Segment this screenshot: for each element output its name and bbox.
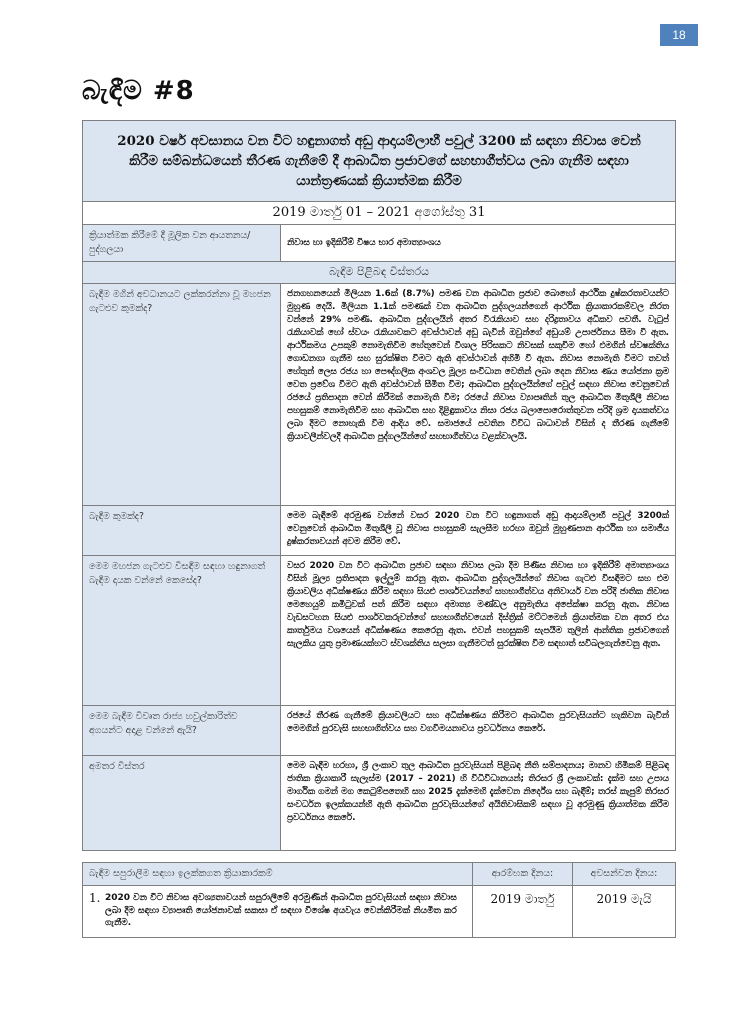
lead-agency-label: ක්‍රියාත්මක කිරීමේ දී මූලික වන ආයතනය/ පුද්ගලයා — [83, 225, 281, 262]
row-label-problem: බැඳීම මගින් අවධානයට ලක්කරන්නා වූ මහජන ගැටළුව කුමක්ද? — [83, 284, 281, 506]
section-title: බැඳීම පිළිබඳ විස්තරය — [83, 262, 676, 284]
commitment-banner: 2020 වර්ෂ අවසානය වන විට හඳුනාගත් අඩු ආදායම්ලාභී පවුල් 3200 ක් සඳහා නිවාස වෙන් කිරීම සම්බන්ධයෙන් තීරණ ගැනීමේ දී ආබාධිත ප්‍රජාවගේ සහභාගීත්වය ලබා ගැනීම සඳහා යාන්ත්‍රණයක් ක්‍රියාත්මක කිරීම — [83, 121, 676, 202]
commitment-period: 2019 මාර්තු 01 – 2021 අගෝස්තු 31 — [83, 202, 676, 225]
end-date-header: අවසන්වන දිනය: — [573, 863, 676, 886]
row-value-relevance: රජයේ තීරණ ගැනීමේ ක්‍රියාවලියට සහ අධීක්ෂණය කිරීමට ආබාධිත පුරවැසියන්ට හැකිවන බැවින් මෙමගින් පුරවැසි සහභාගිත්වය සහ වගවීමයනාවය ප්‍රවර්ධනය කෙරේ. — [281, 706, 676, 756]
activity-start-date: 2019 මාර්තු — [473, 886, 573, 938]
activities-header: බැඳීම සපුරාලීම සඳහා ඉලක්කගත ක්‍රියාකාරකම් — [83, 863, 473, 886]
lead-agency-value: නිවාස හා ඉදිකිරීම් විෂය භාර අමාත්‍යාංශය — [281, 225, 676, 262]
row-value-additional: මෙම බැඳීම හරහා, ශ්‍රී ලංකාව තුල ආබාධිත පුරවැසියන් පිළිබඳ නීති සම්පාදනය; මානව හිමිකම් පිළිබඳ ජාතික ක්‍රියාකාරී සැලැස්ම (2017 – 2021) හි විධිවිධානයන්; තිරසර ශ්‍රී ලංකාවක්: දැක්ම සහ උපාය මාර්ගික ගමන් මග කෙටුම්පතෙහි සහ 2025 දැක්මෙහි දැක්වෙන නිර්දේශ සහ බැඳීම්; තරස් කැපුම් තිරසර සංවර්ධන ඉලක්කයන්හි ඇති ආබාධිත පුරවැසියන්ගේ අයිතිවාසිකම් සඳහා වූ අරමුණු ක්‍රියාත්මක කිරීම ප්‍රවර්ධනය කෙරේ. — [281, 756, 676, 851]
commitment-table — [82, 120, 676, 851]
row-label-relevance: මෙම බැඳීම විවෘත රාජ්‍ය හවුල්කාරිත්ව අගයන්ට අදාළ වන්නේ ඇයි? — [83, 706, 281, 756]
page-number: 18 — [660, 24, 698, 46]
activity-cell — [83, 886, 473, 938]
activity-end-date: 2019 මැයි — [573, 886, 676, 938]
row-value-commitment: මෙම බැඳීමේ අරමුණ වන්නේ වසර 2020 වන විට හඳුනාගත් අඩු ආදායම්ලාභී පවුල් 3200ක් වෙනුවෙන් ආබාධිත මිතුශීලී වූ නිවාස පහසුකම් සැලසීම හරහා ඔවුන් මුහුණපාන ආර්ථික හා සමාජීය දුෂ්කරතාවයන් අවම කිරීම වේ. — [281, 506, 676, 556]
activity-text: 2020 වන විට නිවාස අවශ්‍යතාවයන් සපුරාලීමේ අරමුණින් ආබාධිත පුරවැසියන් සඳහා නිවාස ලබා දීම සඳහා ව්‍යාපෘති යෝජනාවක් සකසා ඒ සඳහා විශේෂ අයවැය වෙන්කිරීමක් නියමිත කර ගැනීම. — [105, 893, 457, 928]
row-value-contribution: වසර 2020 වන විට ආබාධිත ප්‍රජාව සඳහා නිවාස ලබා දීම පිණිස නිවාස හා ඉදිකිරීම් අමාත්‍යාංශය විසින් මූල්‍ය ප්‍රතිපාදන ඉල්ලුම් කරනු ඇත. ආබාධිත පුද්ගලයින්ගේ නිවාස ගැටළු විසඳීමට සහ එම ක්‍රියාවලිය අධීක්ෂණය කිරීම සඳහා සියළු පාර්ශවයන්ගේ සහභාගීත්වය අනිවාර්ය වන පරිදි ජාතික නිවාස මෙහෙයුම් කමිටුවක් පත් කිරීම සඳහා අමාත්‍ය මණ්ඩල අනුමැතිය අපේක්ෂා කරනු ඇත. නිවාස වැඩසටහන සියළු පාර්ශවකරුවන්ගේ සහභාගීත්වයෙන් දිස්ත්‍රික් මට්ටමෙන් ක්‍රියාත්මක වන අතර එය කාර්තුමය වශයෙන් අධීක්ෂණය කෙරෙනු ඇත. එවන් පහසුකම් සැපයීම තුලින් ආන්තික ප්‍රජාවගෙන් සැලකිය යුතු ප්‍රමාණයක්හට ස්වශක්තිය සලසා ගැනීමටත් සුරක්ෂිත වීම සඳහාත් සවිබලගැන්වෙනු ඇත. — [281, 556, 676, 706]
activities-table — [82, 862, 676, 938]
row-value-problem: ජනගහනයෙන් මිලියන 1.6ක් (8.7%) පමණ වන ආබාධිත ප්‍රජාව බොහෝ ආර්ථික දුෂ්කරතාවයන්ට මුහුණ දෙයි. මිලියන 1.1ක් පමණක් වන ආබාධිත පුද්ගලයන්ගෙන් ආර්ථික ක්‍රියාකාරකම්වල නිරත වන්නේ 29% පමණි. ආබාධිත පුද්ගලයින් අතර විරැකියාව සහ දරිද්‍රතාවය අධිකව පවතී. වැටුප් රැකියාවක් හෝ ස්වයං රැකියාවකට අවස්ථාවන් අඩු බැවින් ඔවුන්ගේ අඩුයම් උපාර්ජනය සීමා වී ඇත. ආර්ථිකමය උපකුම් නොමැතිවීම හේතුවෙන් විශාල පිරිසකට නිවසක් සකුචිම හෝ එමගින් ස්වෂක්තිය ගොඩනගා ගැනීම සහ සුරක්ෂිත වීමට ඇති අවස්ථාවන් අහිමි වී ඇත. නිවාස නොමැති වීමට තවත් හේතුන් ලෙස රජය හා පෞද්ගලික අංශවල මූල්‍ය සංවිධාන වෙතින් ලබා දෙන නිවාස ණය යෝජනා ක්‍රම වෙත ප්‍රවේශ වීමට ඇති අවස්ථාවන් සීමිත වීම; ආබාධිත පුද්ගලයින්ගේ පවුල් සඳහා නිවාස වෙනුවෙන් රජයේ ප්‍රතිපාදන වෙන් කිරීමක් නොමැති වීම; රජයේ නිවාස ව්‍යාපෘතින් තුල ආබාධිත මිතුශීලී නිවාස පහසුකම් නොමැතිවීම සහ ආබාධිත සහ දිළිඳුකාවය නිසා රජය බලාපොරොත්තුවන පරිදි ශ්‍රම දායකත්වය ලබා දීමට නොහැකි වීම ආදිය වේ. සමාජයේ පවතින විවිධ බාධාවන් විසින් ද තීරණ ගැනීමේ ක්‍රියාවලීන්වලදී ආබාධිත පුද්ගලයින්ගේ සහභාගීත්වය වළක්වාලයි. — [281, 284, 676, 506]
start-date-header: ආරම්භක දිනය: — [473, 863, 573, 886]
activity-number: 1. — [89, 891, 101, 905]
row-label-contribution: මෙම මහජන ගැටළුව විසඳීම සඳහා හඳුනාගත් බැඳීම දායක වන්නේ කෙසේද? — [83, 556, 281, 706]
row-label-commitment: බැඳීම කුමක්ද? — [83, 506, 281, 556]
row-label-additional: අමතර විස්තර — [83, 756, 281, 851]
commitment-title: බැඳීම #8 — [82, 76, 195, 106]
